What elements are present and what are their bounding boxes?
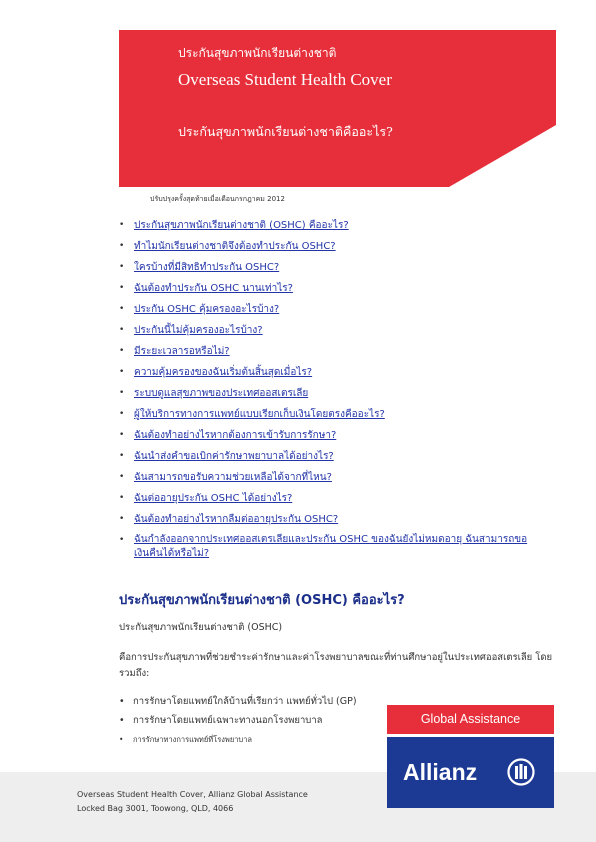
toc-item: • ใครบ้างที่มีสิทธิทำประกัน OSHC?	[119, 262, 280, 273]
toc-item: • ฉันต้องทำอย่างไรหากต้องการเข้ารับการรักษา?	[119, 430, 337, 441]
toc-item: • ทำไมนักเรียนต่างชาติจึงต้องทำประกัน OSHC?	[119, 241, 336, 252]
toc-item: • ระบบดูแลสุขภาพของประเทศออสเตรเลีย	[119, 388, 309, 399]
toc-link[interactable]: ฉันสามารถขอรับความช่วยเหลือได้จากที่ไหน?	[134, 472, 332, 483]
section-intro: ประกันสุขภาพนักเรียนต่างชาติ (OSHC)	[119, 622, 283, 633]
toc-item: • ฉันต่ออายุประกัน OSHC ได้อย่างไร?	[119, 493, 293, 504]
footer-address-line2: Locked Bag 3001, Toowong, QLD, 4066	[77, 804, 234, 813]
last-updated-note: ปรับปรุงครั้งสุดท้ายเมื่อเดือนกรกฎาคม 2012	[150, 195, 285, 203]
allianz-eagle-icon	[507, 758, 535, 786]
toc-link[interactable]: ฉันต้องทำอย่างไรหากต้องการเข้ารับการรักษา?	[134, 430, 337, 441]
toc-link[interactable]: ประกันสุขภาพนักเรียนต่างชาติ (OSHC) คืออะไร?	[134, 220, 349, 231]
list-item: • การรักษาโดยแพทย์ใกล้บ้านที่เรียกว่า แพทย์ทั่วไป (GP)	[119, 696, 357, 707]
coverage-list	[119, 692, 357, 749]
toc-link[interactable]: ประกัน OSHC คุ้มครองอะไรบ้าง?	[134, 304, 280, 315]
toc-link[interactable]: ความคุ้มครองของฉันเริ่มต้นสิ้นสุดเมื่อไร?	[134, 367, 313, 378]
toc-item: • ฉันสามารถขอรับความช่วยเหลือได้จากที่ไหน?	[119, 472, 332, 483]
toc-link[interactable]: ทำไมนักเรียนต่างชาติจึงต้องทำประกัน OSHC?	[134, 241, 336, 252]
toc-item: • ผู้ให้บริการทางการแพทย์แบบเรียกเก็บเงินโดยตรงคืออะไร?	[119, 409, 385, 420]
section-heading: ประกันสุขภาพนักเรียนต่างชาติ (OSHC) คืออะไร?	[119, 593, 405, 608]
allianz-brand-block	[387, 705, 554, 808]
toc-link[interactable]: ผู้ให้บริการทางการแพทย์แบบเรียกเก็บเงินโดยตรงคืออะไร?	[134, 409, 385, 420]
toc-link[interactable]: มีระยะเวลารอหรือไม่?	[134, 346, 230, 357]
section-body: คือการประกันสุขภาพที่ช่วยชำระค่ารักษาและค่าโรงพยาบาลขณะที่ท่านศึกษาอยู่ในประเทศออสเตรเลีย โดยรวมถึง:	[119, 652, 553, 679]
toc-item: • ฉันกำลังออกจากประเทศออสเตรเลียและประกัน OSHC ของฉันยังไม่หมดอายุ ฉันสามารถขอเงินคืนได้หรือไม่?	[119, 534, 528, 559]
toc-link[interactable]: ระบบดูแลสุขภาพของประเทศออสเตรเลีย	[134, 388, 309, 399]
banner-subtitle: ประกันสุขภาพนักเรียนต่างชาติคืออะไร?	[178, 124, 393, 139]
footer-address-line1: Overseas Student Health Cover, Allianz Global Assistance	[77, 790, 308, 799]
toc-link[interactable]: ฉันต้องทำอย่างไรหากลืมต่ออายุประกัน OSHC?	[134, 514, 339, 525]
toc-link[interactable]: ฉันต่ออายุประกัน OSHC ได้อย่างไร?	[134, 493, 293, 504]
banner-title-thai: ประกันสุขภาพนักเรียนต่างชาติ	[178, 46, 337, 60]
toc-item: • มีระยะเวลารอหรือไม่?	[119, 346, 230, 357]
table-of-contents	[119, 215, 539, 561]
toc-item: • ประกัน OSHC คุ้มครองอะไรบ้าง?	[119, 304, 280, 315]
toc-item: • ฉันต้องทำประกัน OSHC นานเท่าไร?	[119, 283, 293, 294]
toc-link[interactable]: ประกันนี้ไม่คุ้มครองอะไรบ้าง?	[134, 325, 263, 336]
brand-logo-panel	[387, 737, 554, 808]
list-item: • การรักษาโดยแพทย์เฉพาะทางนอกโรงพยาบาล	[119, 715, 323, 726]
toc-item: • ประกันนี้ไม่คุ้มครองอะไรบ้าง?	[119, 325, 263, 336]
toc-item: • ความคุ้มครองของฉันเริ่มต้นสิ้นสุดเมื่อไร?	[119, 367, 313, 378]
toc-item: • ฉันนำส่งคำขอเบิกค่ารักษาพยาบาลได้อย่างไร?	[119, 451, 334, 462]
toc-link[interactable]: ใครบ้างที่มีสิทธิทำประกัน OSHC?	[134, 262, 280, 273]
toc-item: • ประกันสุขภาพนักเรียนต่างชาติ (OSHC) คืออะไร?	[119, 220, 349, 231]
brand-name: Allianz	[403, 759, 478, 785]
toc-item: • ฉันต้องทำอย่างไรหากลืมต่ออายุประกัน OSHC?	[119, 514, 339, 525]
brand-tagline: Global Assistance	[387, 705, 554, 734]
banner-title-english: Overseas Student Health Cover	[178, 70, 392, 89]
toc-link[interactable]: ฉันนำส่งคำขอเบิกค่ารักษาพยาบาลได้อย่างไร?	[134, 451, 334, 462]
toc-link[interactable]: ฉันกำลังออกจากประเทศออสเตรเลียและประกัน OSHC ของฉันยังไม่หมดอายุ ฉันสามารถขอเงินคืนได้หรือไม่?	[134, 534, 528, 559]
toc-link[interactable]: ฉันต้องทำประกัน OSHC นานเท่าไร?	[134, 283, 293, 294]
list-item: • การรักษาทางการแพทย์ที่โรงพยาบาล	[119, 735, 253, 744]
